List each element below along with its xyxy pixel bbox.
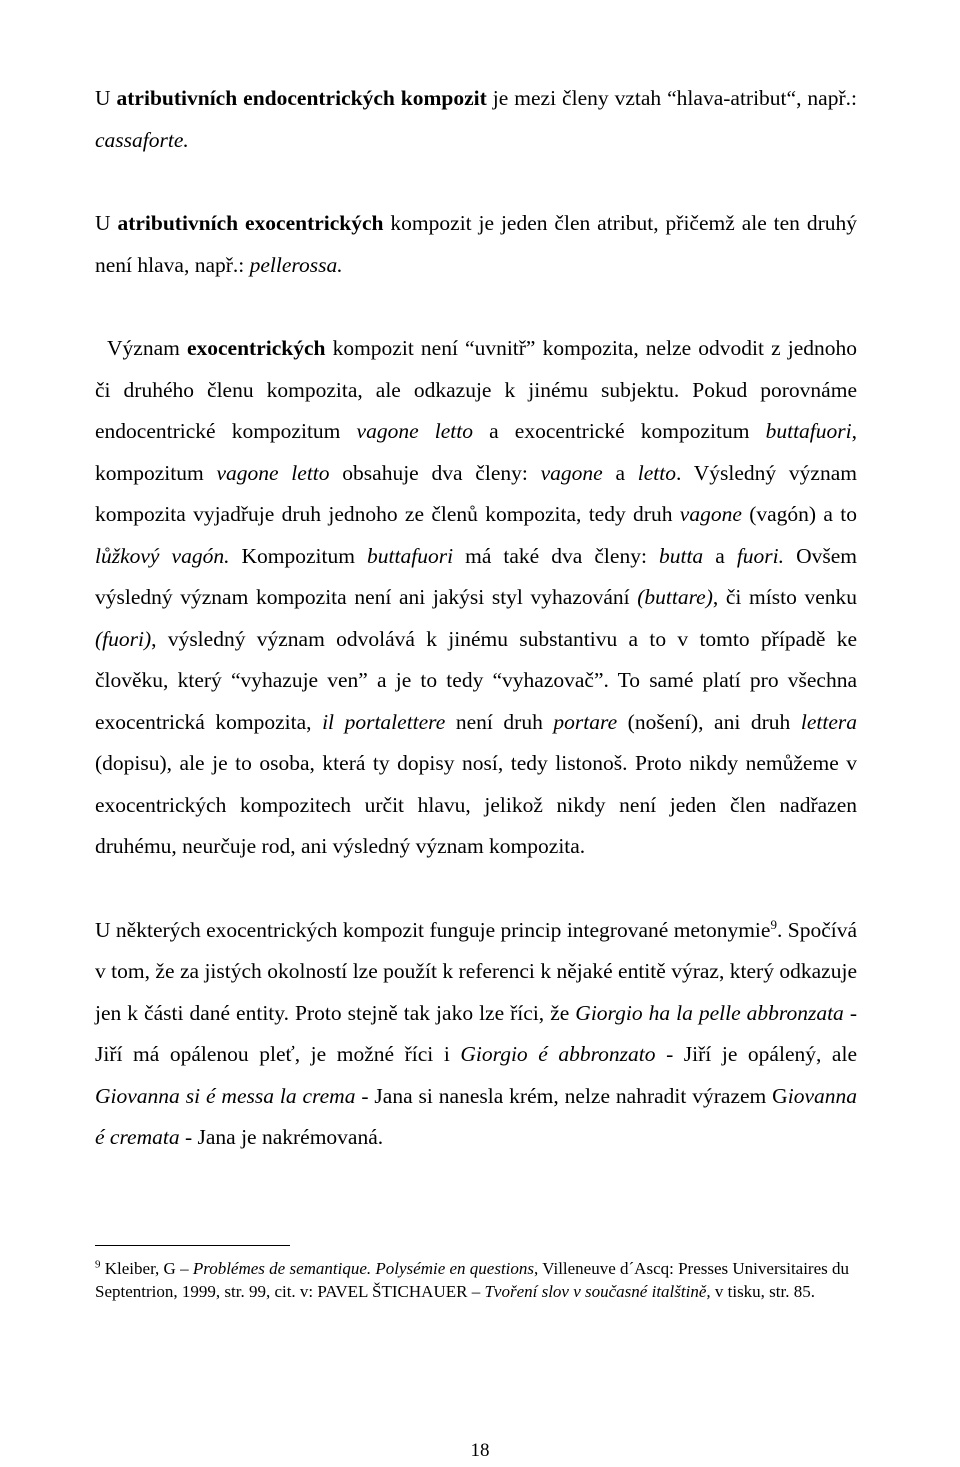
page-body xyxy=(95,78,857,1159)
footnote-number: 9 xyxy=(95,1258,101,1271)
paragraph-3: Význam exocentrických kompozit není “uvnitř” kompozita, nelze odvodit z jednoho či druhého členu kompozita, ale odkazuje k jinému subjektu. Pokud porovnáme endocentrické kompozitum vagone letto a exocentrické kompozitum buttafuori, kompozitum vagone letto obsahuje dva členy: vagone a letto. Výsledný význam kompozita vyjadřuje druh jednoho ze členů kompozita, tedy druh vagone (vagón) a to lůžkový vagón. Kompozitum buttafuori má také dva členy: butta a fuori. Ovšem výsledný význam kompozita není ani jakýsi styl vyhazování (buttare), či místo venku (fuori), výsledný význam odvolává k jinému substantivu a to v tomto případě ke člověku, který “vyhazuje ven” a je to tedy “vyhazovač”. To samé platí pro všechna exocentrická kompozita, il portalettere není druh portare (nošení), ani druh lettera (dopisu), ale je to osoba, která ty dopisy nosí, tedy listonoš. Proto nikdy nemůžeme v exocentrických kompozitech určit hlavu, jelikož nikdy není jeden člen nadřazen druhému, neurčuje rod, ani výsledný význam kompozita. xyxy=(95,336,857,858)
footnote-divider xyxy=(95,1245,290,1246)
page-number: 18 xyxy=(470,1440,490,1461)
paragraph-2: U atributivních exocentrických kompozit je jeden člen atribut, přičemž ale ten druhý není hlava, např.: pellerossa. xyxy=(95,211,857,277)
paragraph-4: U některých exocentrických kompozit funguje princip integrované metonymie$^9$. Spočívá v tom, že za jistých okolností lze použít k referenci k nějaké entitě výraz, který odkazuje jen k části dané entity. Proto stejně tak jako lze říci, že Giorgio ha la pelle abbronzata - Jiří má opálenou pleť, je možné říci i Giorgio é abbronzato - Jiří je opálený, ale Giovanna si é messa la crema - Jana si nanesla krém, nelze nahradit výrazem Giovanna é cremata - Jana je nakrémovaná. xyxy=(95,916,857,1149)
paragraph-1: U atributivních endocentrických kompozit je mezi členy vztah “hlava-atribut“, např.: cassaforte. xyxy=(95,86,857,152)
footnote: $^9$ Kleiber, G – Problémes de semantique. Polysémie en questions, Villeneuve d´Ascq: Presses Universitaires du Septentrion, 1999, str. 99, cit. v: PAVEL ŠTICHAUER – Tvoření slov v současné italštině, v tisku, str. 85. xyxy=(95,1258,850,1301)
footnote-ref: 9 xyxy=(770,916,777,932)
